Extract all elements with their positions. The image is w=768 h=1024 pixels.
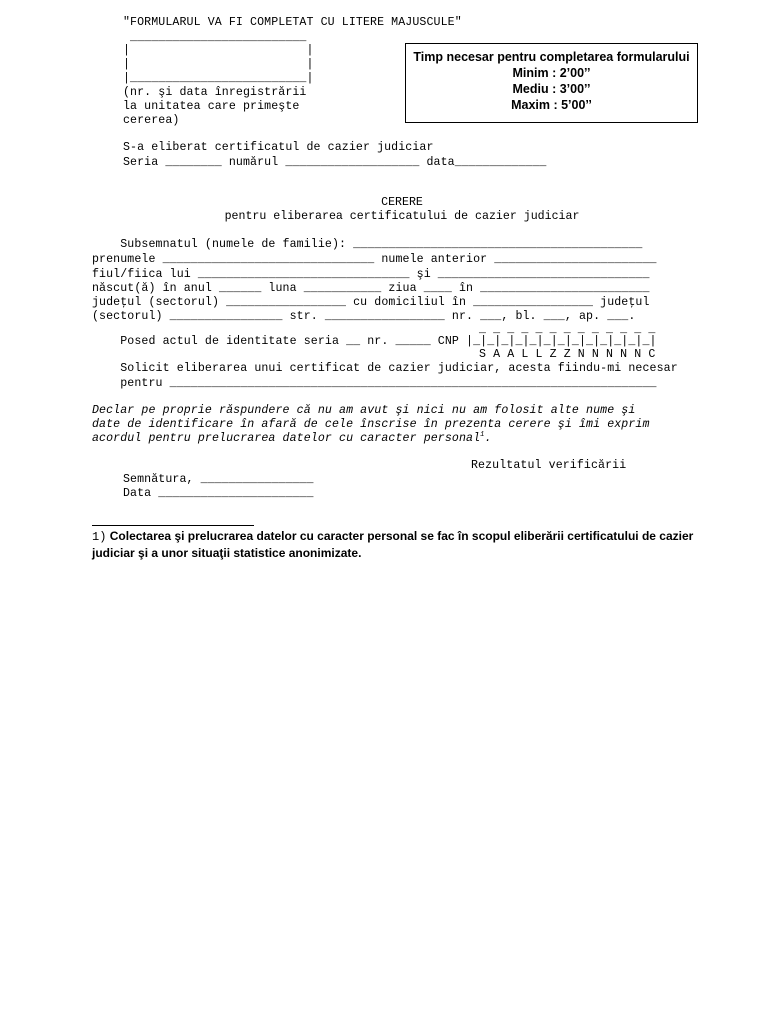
registration-caption: cererea) <box>123 114 180 127</box>
declaration-text: acordul pentru prelucrarea datelor cu caracter personal <box>92 432 481 445</box>
footnote-number: 1) <box>92 530 107 544</box>
declaration-line: date de identificare în afară de cele înscrise în prezenta cerere şi îmi exprim <box>92 418 650 431</box>
footnote <box>92 528 732 561</box>
form-subtitle: pentru eliberarea certificatului de cazier judiciar <box>224 210 580 223</box>
registration-box-row: | | <box>123 44 314 57</box>
purpose-line: pentru _____________________________________________________________________ <box>92 377 657 390</box>
registration-box-bottom: |_________________________| <box>123 72 314 85</box>
date-line: Data ______________________ <box>123 487 314 500</box>
verification-result-label: Rezultatul verificării <box>471 459 627 472</box>
family-name-line: Subsemnatul (numele de familie): _________________________________________ <box>92 238 643 251</box>
declaration-end: . <box>484 432 492 445</box>
county-domicile-line: judeţul (sectorul) _________________ cu domiciliul în _________________ judeţul <box>92 296 650 309</box>
time-box-title: Timp necesar pentru completarea formularului <box>413 50 690 64</box>
identity-document-line: Posed actul de identitate seria __ nr. _____ CNP |_|_|_|_|_|_|_|_|_|_|_|_|_| <box>92 335 657 348</box>
footnote-separator <box>92 525 254 526</box>
cnp-boxes-top: _ _ _ _ _ _ _ _ _ _ _ _ _ <box>479 323 656 336</box>
signature-line: Semnătura, ________________ <box>123 473 314 486</box>
declaration-line: Declar pe proprie răspundere că nu am avut şi nici nu am folosit alte nume şi <box>92 404 636 417</box>
registration-caption: la unitatea care primeşte <box>123 100 300 113</box>
footnote-ref: 1 <box>480 431 485 440</box>
first-name-line: prenumele ______________________________ numele anterior _______________________ <box>92 253 657 266</box>
birth-line: născut(ă) în anul ______ luna ___________ ziua ____ în ________________________ <box>92 282 650 295</box>
registration-box-row: | | <box>123 58 314 71</box>
time-max: Maxim : 5’00’’ <box>511 98 592 112</box>
completion-time-box <box>405 43 698 123</box>
registration-box-top: _________________________ <box>123 31 307 44</box>
footnote-text: Colectarea şi prelucrarea datelor cu caracter personal se fac în scopul eliberării certificatului de cazier judiciar şi a unor situaţii statistice anonimizate. <box>92 529 694 560</box>
cnp-legend: S A A L L Z Z N N N N N C <box>479 348 656 361</box>
request-line: Solicit eliberarea unui certificat de cazier judiciar, acesta fiindu-mi necesar <box>92 362 678 375</box>
declaration-line <box>92 431 492 446</box>
issued-series-line: Seria ________ numărul ___________________ data_____________ <box>123 156 547 169</box>
uppercase-instruction: "FORMULARUL VA FI COMPLETAT CU LITERE MAJUSCULE" <box>123 16 462 29</box>
time-avg: Mediu : 3’00’’ <box>512 82 591 96</box>
issued-certificate-line: S-a eliberat certificatul de cazier judiciar <box>123 141 434 154</box>
parents-line: fiul/fiica lui ______________________________ şi ______________________________ <box>92 268 650 281</box>
time-min: Minim : 2’00’’ <box>512 66 591 80</box>
registration-caption: (nr. şi data înregistrării <box>123 86 307 99</box>
address-line: (sectorul) ________________ str. _________________ nr. ___, bl. ___, ap. ___. <box>92 310 636 323</box>
form-title: CERERE <box>381 196 423 209</box>
